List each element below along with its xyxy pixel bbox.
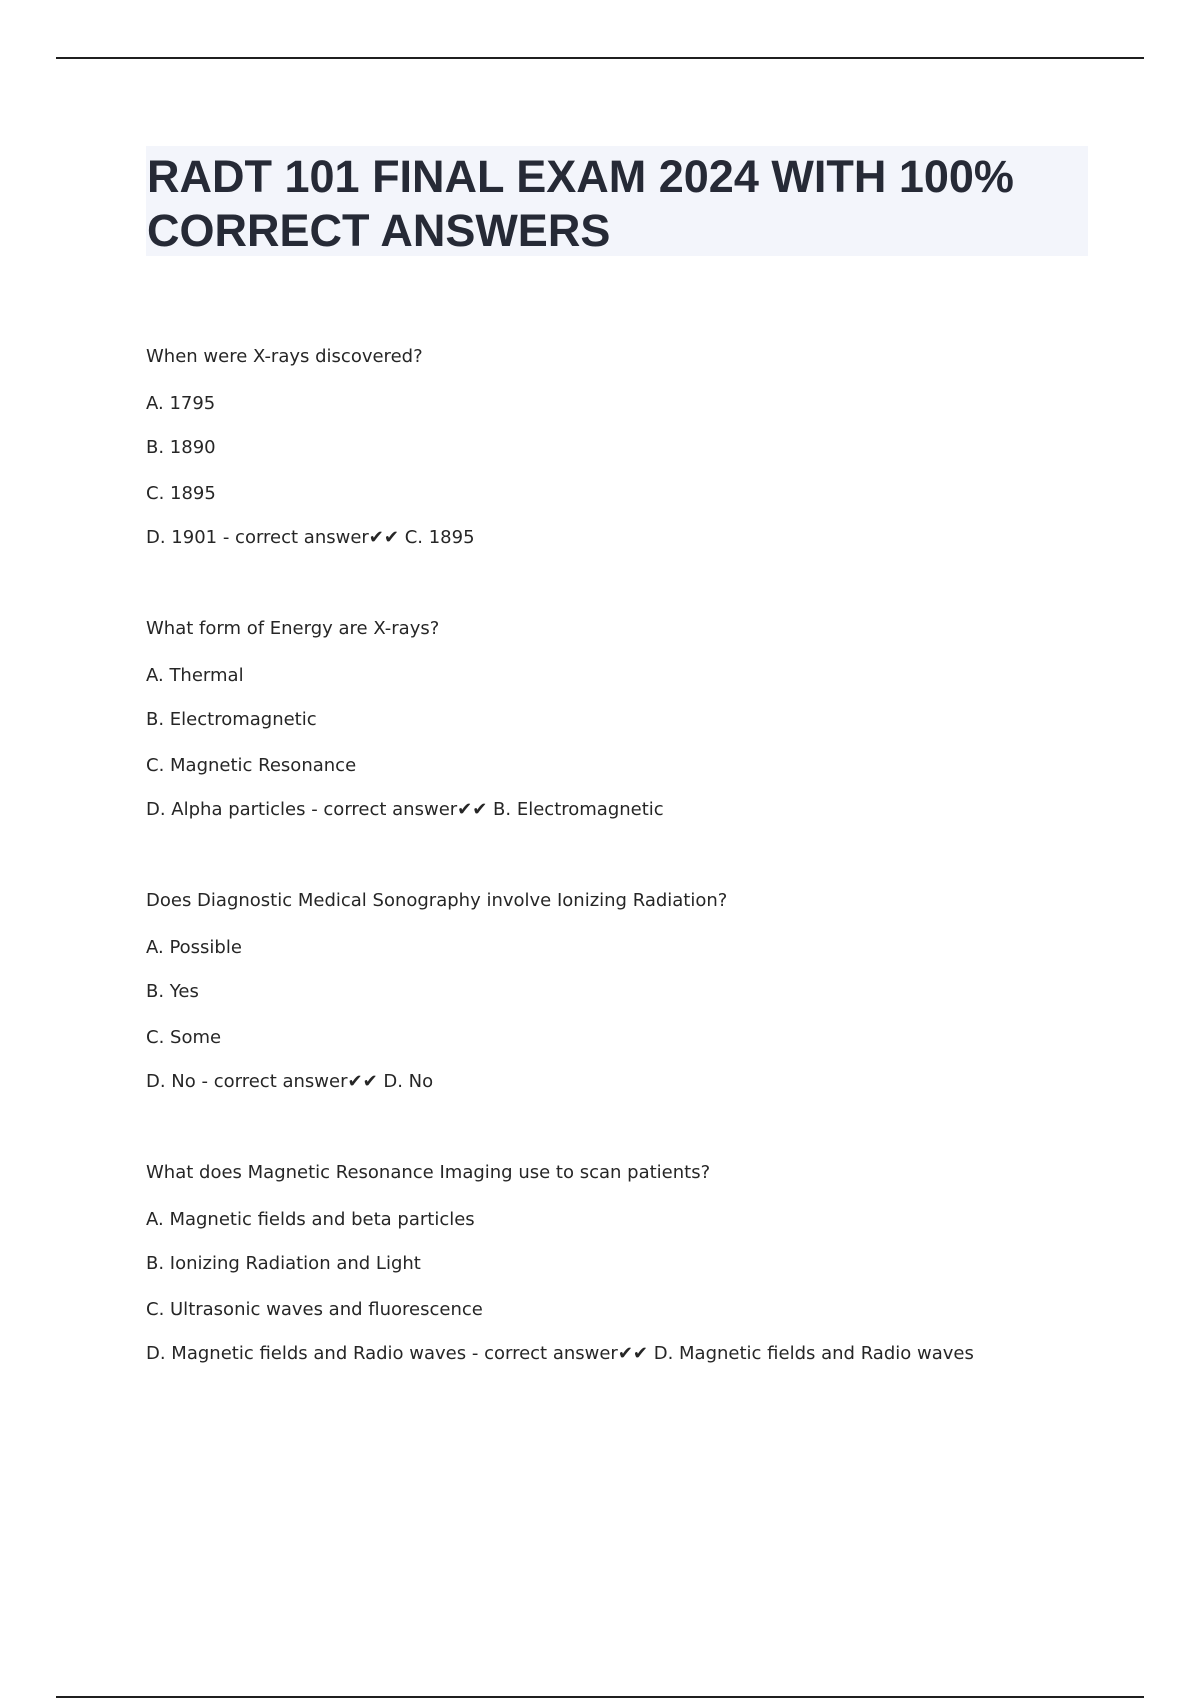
- option-d-with-answer: D. Alpha particles - correct answer✔✔ B. Electromagnetic: [146, 799, 664, 820]
- question-block: [146, 346, 1106, 618]
- option-a: A. 1795: [146, 393, 216, 414]
- option-b: B. Ionizing Radiation and Light: [146, 1253, 421, 1274]
- option-d-with-answer: D. 1901 - correct answer✔✔ C. 1895: [146, 527, 475, 548]
- option-d-with-answer: D. Magnetic fields and Radio waves - correct answer✔✔ D. Magnetic fields and Radio waves: [146, 1343, 974, 1364]
- questions-list: [146, 346, 1106, 1434]
- question-text: What does Magnetic Resonance Imaging use to scan patients?: [146, 1162, 711, 1183]
- option-a: A. Magnetic fields and beta particles: [146, 1209, 475, 1230]
- option-b: B. Yes: [146, 981, 199, 1002]
- question-text: What form of Energy are X-rays?: [146, 618, 440, 639]
- option-b: B. Electromagnetic: [146, 709, 317, 730]
- option-a: A. Possible: [146, 937, 242, 958]
- question-text: Does Diagnostic Medical Sonography involve Ionizing Radiation?: [146, 890, 728, 911]
- option-b: B. 1890: [146, 437, 216, 458]
- question-block: [146, 618, 1106, 890]
- option-d-with-answer: D. No - correct answer✔✔ D. No: [146, 1071, 434, 1092]
- option-c: C. Some: [146, 1027, 222, 1048]
- title-box: [146, 146, 1088, 256]
- question-block: [146, 1162, 1106, 1434]
- option-c: C. Magnetic Resonance: [146, 755, 357, 776]
- page-title: RADT 101 FINAL EXAM 2024 WITH 100% CORRECT ANSWERS: [147, 151, 1014, 256]
- question-text: When were X-rays discovered?: [146, 346, 423, 367]
- top-rule: [56, 57, 1144, 59]
- bottom-rule: [56, 1696, 1144, 1698]
- option-a: A. Thermal: [146, 665, 244, 686]
- option-c: C. Ultrasonic waves and fluorescence: [146, 1299, 483, 1320]
- option-c: C. 1895: [146, 483, 216, 504]
- question-block: [146, 890, 1106, 1162]
